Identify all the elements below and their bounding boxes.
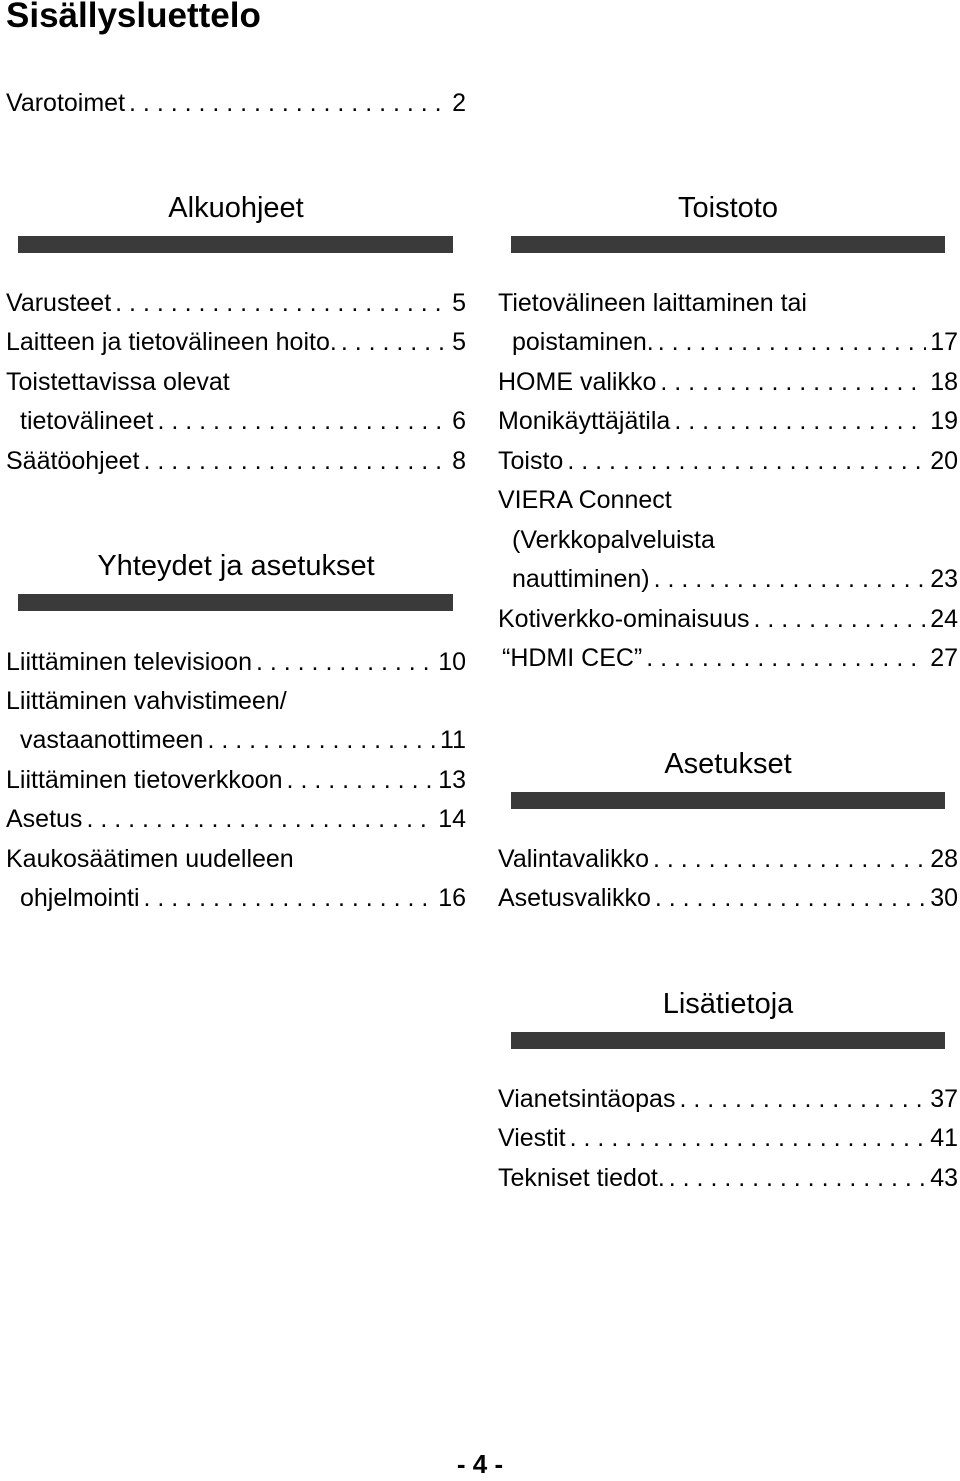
toc-entry[interactable]: Toisto . . . 20 xyxy=(498,441,958,481)
toc-entry[interactable]: Kotiverkko-ominaisuus . . . 24 xyxy=(498,599,958,639)
section-divider xyxy=(18,236,453,253)
section-divider xyxy=(511,792,945,809)
toc-entry-line2: (Verkkopalveluista xyxy=(512,526,715,554)
toc-entry[interactable]: Asetusvalikko . . . 30 xyxy=(498,878,958,918)
section-heading-lisatietoja: Lisätietoja xyxy=(662,988,794,1020)
page-title: Sisällysluettelo xyxy=(6,0,261,35)
toc-entry-line1: Liittäminen vahvistimeen/ xyxy=(6,687,287,715)
toc-entry-line1: VIERA Connect xyxy=(498,486,672,514)
toc-entry[interactable]: Viestit . . . 41 xyxy=(498,1118,958,1158)
toc-entry[interactable]: Vianetsintäopas . . . 37 xyxy=(498,1079,958,1119)
section-heading-alkuohjeet: Alkuohjeet xyxy=(168,192,304,224)
toc-entry[interactable]: poistaminen. . . . 17 xyxy=(512,322,958,362)
section-divider xyxy=(511,1032,945,1049)
section-heading-yhteydet: Yhteydet ja asetukset xyxy=(97,550,375,582)
section-divider xyxy=(18,594,453,611)
toc-entry[interactable]: Liittäminen televisioon . . . 10 xyxy=(6,642,466,682)
toc-entry-line1: Tietovälineen laittaminen tai xyxy=(498,289,807,317)
toc-entry[interactable]: ohjelmointi . . . 16 xyxy=(20,878,466,918)
section-heading-asetukset: Asetukset xyxy=(664,748,792,780)
page-number: - 4 - xyxy=(456,1449,504,1479)
toc-entry[interactable]: Valintavalikko . . . 28 xyxy=(498,839,958,879)
toc-entry[interactable]: Säätöohjeet . . . 8 xyxy=(6,441,466,481)
section-heading-toistoto: Toistoto xyxy=(678,192,778,224)
section-divider xyxy=(511,236,945,253)
toc-entry[interactable]: “HDMI CEC” . . . 27 xyxy=(502,638,958,678)
toc-entry[interactable]: tietovälineet . . . 6 xyxy=(20,401,466,441)
toc-entry-line1: Kaukosäätimen uudelleen xyxy=(6,845,294,873)
toc-entry-line1: Toistettavissa olevat xyxy=(6,368,230,396)
toc-entry[interactable]: HOME valikko . . . 18 xyxy=(498,362,958,402)
toc-entry-varotoimet[interactable]: Varotoimet . . . 2 xyxy=(6,83,466,123)
toc-entry[interactable]: Monikäyttäjätila . . . 19 xyxy=(498,401,958,441)
toc-entry[interactable]: vastaanottimeen . . . 11 xyxy=(20,720,466,760)
toc-entry[interactable]: Tekniset tiedot. . . . 43 xyxy=(498,1158,958,1198)
toc-entry[interactable]: Varusteet . . . 5 xyxy=(6,283,466,323)
toc-entry[interactable]: Laitteen ja tietovälineen hoito. . . . 5 xyxy=(6,322,466,362)
toc-entry[interactable]: Liittäminen tietoverkkoon . . . 13 xyxy=(6,760,466,800)
toc-entry[interactable]: Asetus . . . 14 xyxy=(6,799,466,839)
toc-entry[interactable]: nauttiminen) . . . 23 xyxy=(512,559,958,599)
